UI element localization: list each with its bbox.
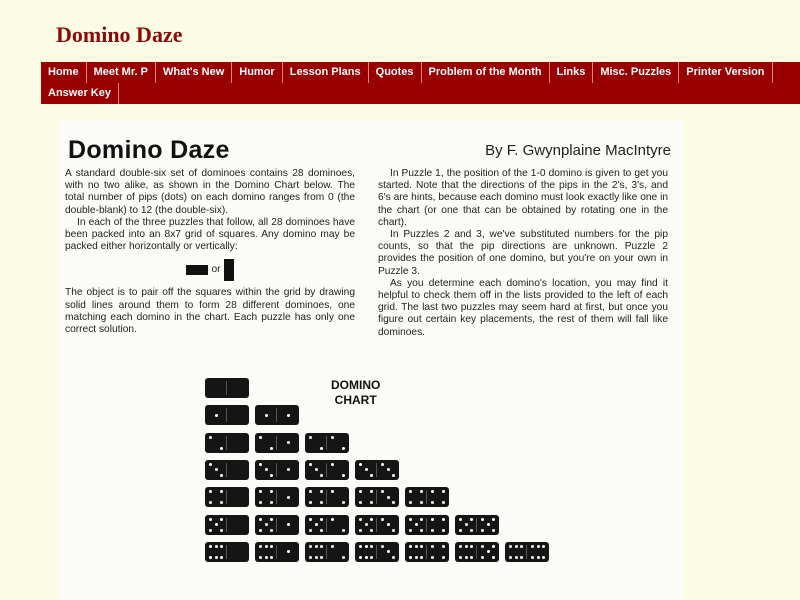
pip: [287, 496, 290, 499]
pip: [287, 414, 290, 417]
orientation-example: [65, 259, 355, 281]
pip: [309, 529, 312, 532]
pip: [320, 518, 323, 521]
pip: [265, 468, 268, 471]
pip: [259, 501, 262, 504]
pip: [209, 529, 212, 532]
pip: [442, 556, 445, 559]
pip: [481, 529, 484, 532]
pip: [387, 468, 390, 471]
pip: [265, 556, 268, 559]
pip: [431, 501, 434, 504]
pip: [215, 414, 218, 417]
pip: [270, 474, 273, 477]
pip: [409, 518, 412, 521]
pip: [270, 518, 273, 521]
pip: [365, 523, 368, 526]
pip: [492, 545, 495, 548]
pip: [459, 518, 462, 521]
pip: [342, 501, 345, 504]
domino-2-2: [305, 433, 349, 453]
pip: [415, 523, 418, 526]
pip: [220, 490, 223, 493]
domino-5-2: [305, 515, 349, 535]
pip: [509, 545, 512, 548]
pip: [315, 556, 318, 559]
pip: [520, 545, 523, 548]
pip: [320, 447, 323, 450]
pip: [431, 545, 434, 548]
domino-6-6: [505, 542, 549, 562]
domino-6-4: [405, 542, 449, 562]
pip: [209, 463, 212, 466]
domino-4-0: [205, 487, 249, 507]
pip: [381, 518, 384, 521]
pip: [315, 545, 318, 548]
pip: [359, 556, 362, 559]
pip: [481, 545, 484, 548]
pip: [409, 556, 412, 559]
pip: [365, 556, 368, 559]
article-image: [58, 120, 683, 600]
pip: [370, 474, 373, 477]
pip: [470, 518, 473, 521]
pip: [365, 545, 368, 548]
pip: [431, 529, 434, 532]
nav-link-meet-mr-p[interactable]: Meet Mr. P: [87, 62, 156, 83]
pip: [420, 490, 423, 493]
pip: [315, 468, 318, 471]
domino-6-5: [455, 542, 499, 562]
pip: [287, 441, 290, 444]
pip: [420, 518, 423, 521]
pip: [420, 556, 423, 559]
pip: [220, 518, 223, 521]
pip: [259, 518, 262, 521]
pip: [270, 447, 273, 450]
domino-1-0: [205, 405, 249, 425]
pip: [442, 501, 445, 504]
domino-0-0: [205, 378, 249, 398]
domino-3-2: [305, 460, 349, 480]
pip: [331, 490, 334, 493]
pip: [465, 556, 468, 559]
pip: [409, 545, 412, 548]
pip: [381, 490, 384, 493]
pip: [409, 529, 412, 532]
pip: [531, 545, 534, 548]
pip: [209, 556, 212, 559]
pip: [442, 490, 445, 493]
chart-title-line: CHART: [334, 393, 377, 407]
pip: [265, 414, 268, 417]
pip: [270, 490, 273, 493]
pip: [209, 436, 212, 439]
pip: [342, 447, 345, 450]
pip: [381, 545, 384, 548]
pip: [209, 518, 212, 521]
pip: [387, 550, 390, 553]
pip: [220, 545, 223, 548]
nav-link-home[interactable]: Home: [41, 62, 87, 83]
vertical-domino-icon: [224, 259, 234, 281]
pip: [492, 518, 495, 521]
pip: [492, 529, 495, 532]
domino-5-0: [205, 515, 249, 535]
pip: [259, 545, 262, 548]
pip: [359, 490, 362, 493]
pip: [220, 529, 223, 532]
nav-link-quotes[interactable]: Quotes: [369, 62, 422, 83]
pip: [370, 556, 373, 559]
pip: [265, 545, 268, 548]
pip: [459, 545, 462, 548]
pip: [481, 518, 484, 521]
pip: [370, 518, 373, 521]
nav-link-problem-of-the-month[interactable]: Problem of the Month: [422, 62, 550, 83]
pip: [470, 545, 473, 548]
pip: [259, 436, 262, 439]
pip: [309, 463, 312, 466]
pip: [515, 545, 518, 548]
pip: [342, 474, 345, 477]
site-title: Domino Daze: [56, 22, 183, 47]
pip: [537, 556, 540, 559]
pip: [320, 529, 323, 532]
pip: [259, 556, 262, 559]
domino-2-0: [205, 433, 249, 453]
pip: [487, 523, 490, 526]
pip: [392, 529, 395, 532]
pip: [531, 556, 534, 559]
nav-link-misc-puzzles[interactable]: Misc. Puzzles: [593, 62, 679, 83]
pip: [215, 468, 218, 471]
domino-2-1: [255, 433, 299, 453]
pip: [442, 545, 445, 548]
pip: [209, 545, 212, 548]
nav-link-printer-version[interactable]: Printer Version: [679, 62, 772, 83]
nav-link-humor[interactable]: Humor: [232, 62, 282, 83]
paragraph: As you determine each domino's location, you may find it helpful to check them off in the lists provided to the left of each grid. The last two puzzles may seem hard at first, but once you figure out certain key placements, the rest of them will fall like dominoes.: [378, 277, 668, 338]
pip: [265, 523, 268, 526]
pip: [270, 501, 273, 504]
paragraph: In each of the three puzzles that follow, all 28 dominoes have been packed into an 8x7 grid of squares. Any domino may be packed either horizontally or vertically:: [65, 216, 355, 253]
pip: [420, 529, 423, 532]
pip: [365, 468, 368, 471]
article-title: Domino Daze: [68, 136, 230, 164]
article-column-1: [65, 168, 355, 336]
paragraph: A standard double-six set of dominoes contains 28 dominoes, with no two alike, as shown in the Domino Chart below. The total number of pips (dots) on each domino ranges from 0 (the double-blank) to 12 (the double-six).: [65, 168, 355, 216]
pip: [331, 436, 334, 439]
or-label: or: [211, 264, 221, 276]
pip: [542, 545, 545, 548]
nav-link-answer-key[interactable]: Answer Key: [41, 83, 119, 104]
paragraph: In Puzzles 2 and 3, we've substituted numbers for the pip counts, so that the pip directions are unknown. Puzzle 2 provides the position of one domino, but you're on your own in Puzzle 3.: [378, 229, 668, 277]
horizontal-domino-icon: [186, 265, 208, 275]
pip: [431, 518, 434, 521]
domino-1-1: [255, 405, 299, 425]
pip: [315, 523, 318, 526]
domino-5-4: [405, 515, 449, 535]
pip: [481, 556, 484, 559]
domino-chart-title: [331, 378, 380, 408]
pip: [209, 490, 212, 493]
pip: [342, 556, 345, 559]
pip: [342, 529, 345, 532]
pip: [320, 545, 323, 548]
pip: [465, 523, 468, 526]
paragraph: In Puzzle 1, the position of the 1-0 domino is given to get you started. Note that the directions of the pips in the 2's, 3's, and 6's are hints, because each domino must look exactly like one in the chart (or one that can be obtained by rotating one in the chart).: [378, 168, 668, 228]
pip: [370, 490, 373, 493]
domino-6-1: [255, 542, 299, 562]
pip: [309, 556, 312, 559]
pip: [392, 474, 395, 477]
pip: [270, 556, 273, 559]
pip: [309, 518, 312, 521]
pip: [220, 556, 223, 559]
pip: [320, 501, 323, 504]
pip: [470, 529, 473, 532]
paragraph: The object is to pair off the squares within the grid by drawing solid lines around them to form 28 different dominoes, one matching each domino in the chart. Each puzzle has only one correct solution.: [65, 287, 355, 336]
pip: [215, 556, 218, 559]
pip: [509, 556, 512, 559]
nav-link-lesson-plans[interactable]: Lesson Plans: [283, 62, 369, 83]
pip: [392, 556, 395, 559]
pip: [415, 556, 418, 559]
domino-3-0: [205, 460, 249, 480]
pip: [270, 545, 273, 548]
pip: [220, 474, 223, 477]
pip: [320, 474, 323, 477]
pip: [331, 518, 334, 521]
pip: [320, 556, 323, 559]
pip: [259, 529, 262, 532]
domino-4-1: [255, 487, 299, 507]
domino-6-0: [205, 542, 249, 562]
pip: [220, 501, 223, 504]
pip: [270, 529, 273, 532]
domino-4-2: [305, 487, 349, 507]
pip: [359, 529, 362, 532]
pip: [381, 463, 384, 466]
chart-title-line: DOMINO: [331, 378, 381, 392]
pip: [520, 556, 523, 559]
pip: [331, 463, 334, 466]
pip: [442, 518, 445, 521]
pip: [209, 501, 212, 504]
domino-4-4: [405, 487, 449, 507]
pip: [415, 545, 418, 548]
pip: [420, 545, 423, 548]
domino-5-5: [455, 515, 499, 535]
pip: [309, 490, 312, 493]
pip: [442, 529, 445, 532]
pip: [320, 490, 323, 493]
pip: [287, 468, 290, 471]
nav-bar: [41, 62, 800, 104]
pip: [331, 545, 334, 548]
pip: [370, 545, 373, 548]
pip: [259, 490, 262, 493]
domino-6-3: [355, 542, 399, 562]
pip: [465, 545, 468, 548]
pip: [487, 550, 490, 553]
pip: [287, 550, 290, 553]
pip: [542, 556, 545, 559]
domino-3-3: [355, 460, 399, 480]
pip: [215, 545, 218, 548]
pip: [370, 529, 373, 532]
pip: [431, 490, 434, 493]
pip: [537, 545, 540, 548]
pip: [392, 501, 395, 504]
pip: [359, 545, 362, 548]
pip: [215, 523, 218, 526]
nav-link-links[interactable]: Links: [550, 62, 594, 83]
pip: [431, 556, 434, 559]
pip: [470, 556, 473, 559]
pip: [459, 529, 462, 532]
pip: [492, 556, 495, 559]
article-byline: By F. Gwynplaine MacIntyre: [485, 142, 671, 159]
pip: [387, 523, 390, 526]
pip: [309, 545, 312, 548]
pip: [420, 501, 423, 504]
article-column-2: [378, 168, 668, 339]
pip: [409, 490, 412, 493]
domino-6-2: [305, 542, 349, 562]
pip: [515, 556, 518, 559]
domino-5-3: [355, 515, 399, 535]
pip: [309, 436, 312, 439]
pip: [287, 523, 290, 526]
pip: [309, 501, 312, 504]
nav-link-what-s-new[interactable]: What's New: [156, 62, 232, 83]
pip: [387, 496, 390, 499]
pip: [220, 447, 223, 450]
domino-4-3: [355, 487, 399, 507]
pip: [459, 556, 462, 559]
pip: [409, 501, 412, 504]
domino-3-1: [255, 460, 299, 480]
pip: [259, 463, 262, 466]
domino-5-1: [255, 515, 299, 535]
pip: [370, 501, 373, 504]
pip: [359, 518, 362, 521]
pip: [359, 501, 362, 504]
pip: [359, 463, 362, 466]
